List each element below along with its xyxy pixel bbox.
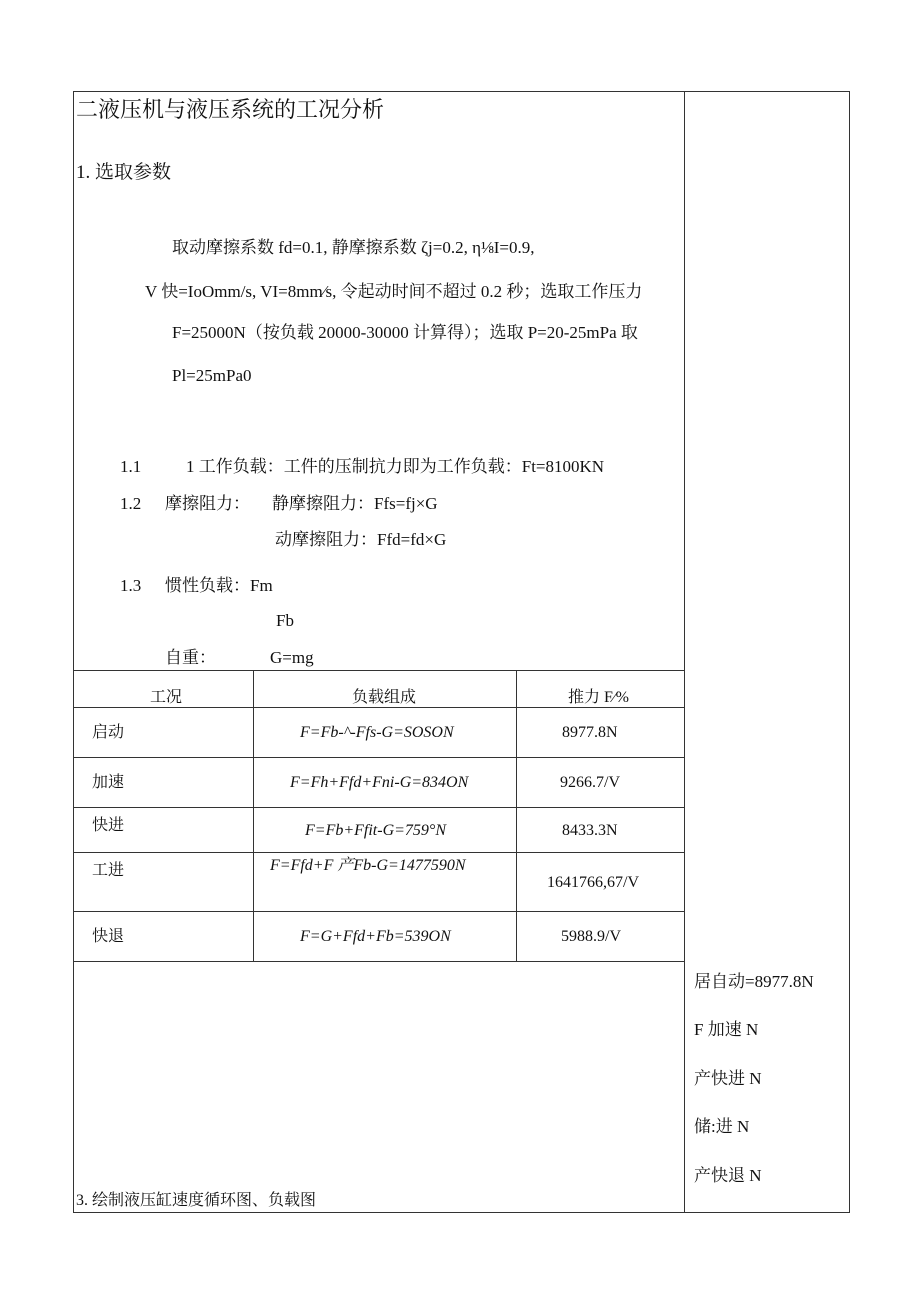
table-row-border [73,911,685,912]
item-number: 1.1 [120,457,142,476]
section-heading: 1. 选取参数 [76,162,172,183]
item-text: 动摩擦阻力：Ffd=fd×G [275,530,447,549]
table-cell-thrust: 5988.9/V [561,928,621,945]
table-cell-condition: 加速 [92,774,125,791]
param-paragraph-line: V 快=IoOmm/s, VI=8mm⁄s, 令起动时间不超过 0.2 秒；选取工作压力 [145,282,643,301]
item-text: 静摩擦阻力：Ffs=fj×G [272,494,438,513]
item-number: 1.3 [120,576,142,595]
table-row-border [73,757,685,758]
table-top-border [73,670,685,671]
side-result: 居自动=8977.8N [694,972,814,991]
item-label: 自重： [165,648,216,667]
item-text: 1 工作负载：工件的压制抗力即为工作负载：Ft=8100KN [186,457,605,476]
table-cell-thrust: 9266.7/V [560,774,620,791]
table-cell-formula: F=Fb-^-Ffs-G=SOSON [300,724,454,741]
table-cell-thrust: 8433.3N [562,822,618,839]
item-label: 惯性负载：Fm [165,576,273,595]
table-cell-condition: 启动 [92,724,125,741]
side-result: 储:进 N [694,1117,750,1136]
param-paragraph-line: 取动摩擦系数 fd=0.1, 静摩擦系数 ζj=0.2, η⅛I=0.9, [172,238,535,257]
section-heading-3: 3. 绘制液压缸速度循环图、负载图 [76,1192,317,1209]
item-text: Fb [276,611,294,630]
table-cell-condition: 快进 [92,817,125,834]
side-result: 产快退 N [694,1166,762,1185]
table-cell-formula: F=G+Ffd+Fb=539ON [300,928,451,945]
item-label: 摩擦阻力： [165,494,250,513]
table-cell-formula: F=Fh+Ffd+Fni-G=834ON [290,774,469,791]
table-cell-thrust: 8977.8N [562,724,618,741]
table-row-border [73,807,685,808]
table-header: 负载组成 [352,689,417,706]
table-col-divider [253,670,254,961]
table-bottom-border [73,961,685,962]
param-paragraph-line: Pl=25mPa0 [172,366,252,385]
table-row-border [73,852,685,853]
param-paragraph-line: F=25000N（按负载 20000-30000 计算得）；选取 P=20-25mPa 取 [172,323,638,342]
table-header: 工况 [150,689,183,706]
table-cell-condition: 工进 [92,862,125,879]
right-column-divider [684,91,685,1213]
table-col-divider [516,670,517,961]
table-cell-formula: F=Fb+Ffit-G=759°N [305,822,446,839]
table-cell-formula: F=Ffd+F 产Fb-G=1477590N [270,857,466,874]
side-result: F 加速 N [694,1020,759,1039]
item-text: G=mg [270,648,314,667]
page-title: 二液压机与液压系统的工况分析 [76,97,385,122]
table-cell-thrust: 1641766,67/V [547,874,639,891]
table-header: 推力 F⁄% [568,689,629,706]
table-cell-condition: 快退 [92,928,125,945]
side-result: 产快进 N [694,1069,762,1088]
item-number: 1.2 [120,494,142,513]
